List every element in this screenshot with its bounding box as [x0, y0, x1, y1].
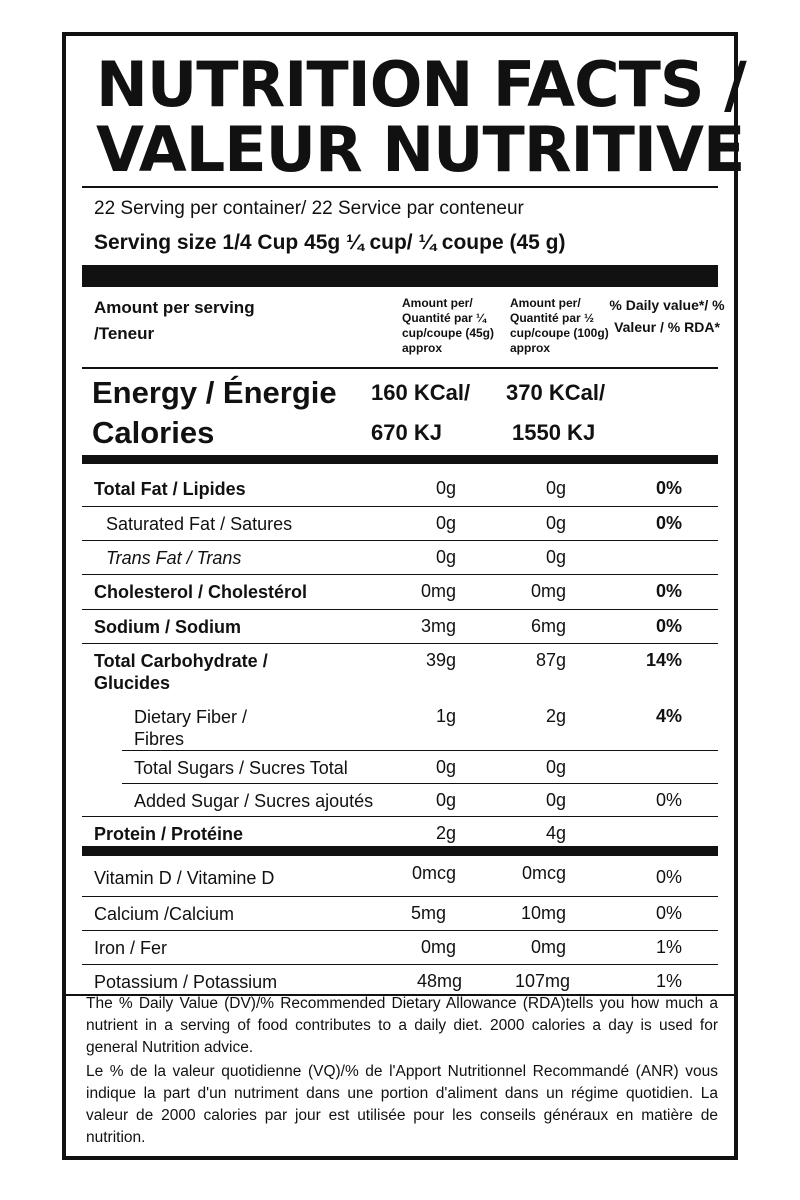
nutrient-value-quarter-cup: 2g	[435, 823, 456, 843]
energy-kcal-half-cup: 370 KCal/	[506, 380, 606, 405]
energy-kj-quarter-cup: 670 KJ	[371, 420, 442, 445]
nutrient-value-quarter-cup: 0mcg	[411, 863, 456, 883]
nutrient-name: Total Carbohydrate / Glucides	[94, 651, 268, 693]
nutrient-name: Potassium / Potassium	[94, 972, 278, 992]
nutrient-name: Saturated Fat / Satures	[106, 514, 293, 534]
nutrient-value-quarter-cup: 3mg	[420, 616, 456, 636]
energy-kj-half-cup: 1550 KJ	[512, 420, 596, 445]
nutrient-value-quarter-cup: 0g	[435, 757, 456, 777]
nutrient-name: Iron / Fer	[94, 938, 168, 958]
nutrient-row-dietary-fiber	[122, 700, 718, 750]
nutrient-daily-value: 4%	[655, 706, 682, 726]
footnote-english: The % Daily Value (DV)/% Recommended Dietary Allowance (RDA)tells you how much a nutrient in a serving of food contributes to a daily diet. 2000 calories a day is used for general Nutrition advice.	[86, 995, 718, 1056]
nutrient-row-total-carbohydrate	[82, 643, 718, 701]
column-header-quarter-cup: Amount per/ Quantité par ¼ cup/coupe (45g) approx	[402, 296, 495, 355]
nutrient-value-half-cup: 0g	[545, 757, 566, 777]
nutrient-name: Vitamin D / Vitamine D	[94, 868, 275, 888]
nutrient-value-quarter-cup: 5mg	[410, 903, 446, 923]
serving-size: Serving size 1/4 Cup 45g ¼ cup/ ¼ coupe (45 g)	[94, 231, 566, 254]
nutrient-value-half-cup: 10mg	[520, 903, 566, 923]
energy-kcal-quarter-cup: 160 KCal/	[371, 380, 471, 405]
nutrient-value-half-cup: 0mcg	[521, 863, 566, 883]
servings-per-container: 22 Serving per container/ 22 Service par conteneur	[94, 198, 524, 219]
nutrient-value-quarter-cup: 39g	[425, 650, 456, 670]
nutrient-name: Protein / Protéine	[94, 824, 244, 844]
nutrient-value-quarter-cup: 1g	[435, 706, 456, 726]
vitamin-row-iron	[82, 930, 718, 965]
thick-bar	[82, 455, 718, 464]
nutrient-value-half-cup: 0mg	[530, 937, 566, 957]
divider	[82, 367, 718, 369]
nutrient-name: Added Sugar / Sucres ajoutés	[134, 791, 374, 811]
amount-per-serving-header: Amount per serving /Teneur	[94, 298, 255, 343]
nutrient-value-half-cup: 107mg	[514, 971, 570, 991]
nutrient-row-sodium	[82, 609, 718, 644]
nutrient-value-quarter-cup: 0g	[435, 547, 456, 567]
nutrient-value-half-cup: 4g	[545, 823, 566, 843]
nutrient-row-saturated-fat	[82, 506, 718, 541]
energy-label-line1: Energy / Énergie	[92, 375, 337, 410]
nutrient-daily-value: 0%	[655, 478, 682, 498]
nutrient-value-half-cup: 2g	[545, 706, 566, 726]
nutrient-value-half-cup: 0g	[545, 513, 566, 533]
nutrient-daily-value: 0%	[655, 616, 682, 636]
nutrient-daily-value: 14%	[645, 650, 682, 670]
nutrient-value-quarter-cup: 0mg	[420, 937, 456, 957]
nutrient-name: Calcium /Calcium	[94, 904, 235, 924]
nutrient-value-quarter-cup: 0g	[435, 790, 456, 810]
nutrient-value-half-cup: 87g	[535, 650, 566, 670]
nutrient-row-cholesterol	[82, 574, 718, 610]
nutrient-daily-value: 0%	[655, 903, 682, 923]
nutrient-value-quarter-cup: 0g	[435, 478, 456, 498]
nutrition-label	[62, 32, 746, 1160]
nutrient-name: Dietary Fiber / Fibres	[134, 707, 248, 749]
nutrient-value-half-cup: 6mg	[530, 616, 566, 636]
vitamin-row-calcium	[82, 896, 718, 931]
nutrient-value-quarter-cup: 48mg	[416, 971, 462, 991]
nutrient-value-quarter-cup: 0mg	[420, 581, 456, 601]
nutrient-daily-value: 0%	[655, 790, 682, 810]
nutrient-daily-value: 0%	[655, 513, 682, 533]
nutrient-daily-value: 1%	[655, 937, 682, 957]
nutrient-row-total-sugars	[122, 750, 718, 784]
nutrient-name: Total Sugars / Sucres Total	[134, 758, 348, 778]
energy-label-line2: Calories	[92, 415, 215, 450]
energy-label	[92, 373, 337, 453]
column-header-half-cup: Amount per/ Quantité par ½ cup/coupe (100g) approx	[510, 296, 609, 355]
divider	[82, 186, 718, 188]
nutrient-value-half-cup: 0g	[545, 547, 566, 567]
nutrient-row-trans-fat	[82, 540, 718, 575]
thick-bar	[82, 846, 718, 856]
nutrient-name: Sodium / Sodium	[94, 617, 241, 637]
vitamin-row-vitamin-d	[82, 858, 718, 892]
nutrient-row-total-fat	[82, 472, 718, 506]
nutrient-name: Total Fat / Lipides	[94, 479, 246, 499]
nutrient-row-added-sugar	[122, 783, 718, 817]
nutrient-daily-value: 1%	[655, 971, 682, 991]
footnote-french: Le % de la valeur quotidienne (VQ)/% de l'Apport Nutritionnel Recommandé (ANR) vous indique la part d'un nutriment dans une portion d'aliment dans un régime quotidien. La valeur de 2000 calories par jour est utilisée pour les conseils généraux en matière de nutrition.	[86, 1063, 718, 1146]
column-header-daily-value: % Daily value*/ % Valeur / % RDA*	[609, 297, 725, 335]
nutrient-value-half-cup: 0g	[545, 478, 566, 498]
nutrient-value-quarter-cup: 0g	[435, 513, 456, 533]
title-french: VALEUR NUTRITIVE	[96, 113, 745, 186]
nutrient-daily-value: 0%	[655, 581, 682, 601]
nutrient-value-half-cup: 0g	[545, 790, 566, 810]
thick-bar	[82, 265, 718, 287]
nutrient-daily-value: 0%	[655, 867, 682, 887]
nutrient-value-half-cup: 0mg	[530, 581, 566, 601]
nutrient-name: Trans Fat / Trans	[106, 548, 242, 568]
nutrient-row-protein	[82, 816, 718, 847]
title-english: NUTRITION FACTS /	[96, 48, 746, 121]
nutrient-name: Cholesterol / Cholestérol	[94, 582, 308, 602]
